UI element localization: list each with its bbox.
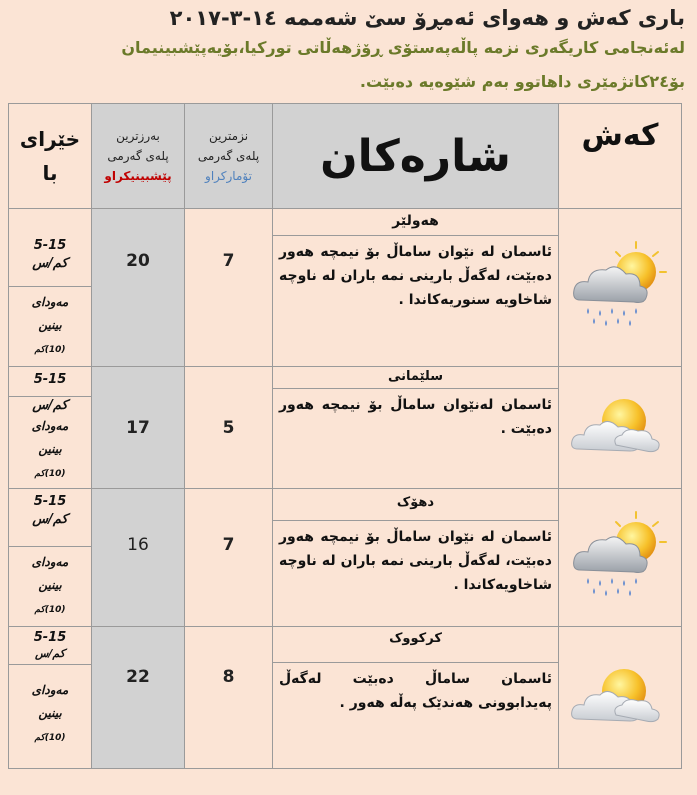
min-temp-cell [185, 367, 273, 489]
weather-icon-cell [559, 367, 682, 489]
cities-header [273, 104, 559, 209]
min-temp-value: 7 [222, 535, 235, 555]
min-temp-value: 5 [222, 417, 235, 438]
table-row [9, 489, 682, 627]
max-temp-value: 20 [126, 251, 150, 271]
wind-unit: کم/س [34, 647, 65, 660]
report-intro-line2: بۆ٢٤کاتژمێری داهاتوو بەم شێوەیە دەبێت. [359, 72, 685, 91]
visibility-label-2: بینین [38, 706, 62, 720]
max-temp-cell [92, 209, 185, 367]
min-header-line1: نزمترین [208, 129, 249, 143]
wind-unit: کم/س [32, 256, 68, 271]
cloud-sun-rain-icon [568, 510, 672, 602]
partly-cloudy-icon [568, 391, 672, 461]
wind-cell [9, 627, 92, 769]
table-row [9, 627, 682, 769]
visibility-label: مەودای [31, 295, 69, 309]
min-temp-header [185, 104, 273, 209]
wind-speed: 5-15 [33, 238, 67, 253]
report-intro-line1: لەئەنجامی کاریگەری نزمە پاڵەپەستۆی ڕۆژهەڵاتی تورکیا،بۆیەپێشبینیمان [121, 38, 685, 57]
table-row [9, 367, 682, 489]
city-cell [273, 627, 559, 769]
wind-cell [9, 489, 92, 627]
min-temp-cell [185, 627, 273, 769]
visibility-value: (10)کم [34, 605, 66, 615]
max-header-line2: پلەی گەرمی [107, 149, 169, 163]
min-header-line2: پلەی گەرمی [197, 149, 260, 163]
wind-speed: 5-15 [33, 630, 67, 645]
table-row [9, 209, 682, 367]
city-cell [273, 209, 559, 367]
city-cell [273, 367, 559, 489]
max-header-line3: پێشبینیکراو [104, 169, 172, 183]
wind-header-line2: با [42, 161, 58, 185]
wind-header-line1: خێرای [19, 127, 81, 151]
weather-header [559, 104, 682, 209]
cloud-sun-rain-icon [568, 240, 672, 332]
city-name: هەولێر [273, 211, 558, 236]
header-row [9, 104, 682, 209]
forecast-table [8, 103, 682, 769]
partly-cloudy-icon [568, 661, 672, 731]
forecast-description: ئاسمان لە نێوان ساماڵ بۆ نیمچە هەور دەبێت، لەگەڵ بارینی نمە باران لە ناوچە شاخاویەکاندا . [279, 529, 552, 593]
weather-icon-cell [559, 209, 682, 367]
visibility-label-2: بینین [38, 442, 62, 456]
max-temp-header [92, 104, 185, 209]
city-cell [273, 489, 559, 627]
wind-speed: 5-15 [33, 372, 67, 387]
max-temp-value: 22 [126, 667, 150, 687]
min-temp-value: 7 [222, 251, 235, 271]
min-header-line3: تۆمارکراو [205, 169, 252, 183]
cities-header-label: شارەکان [320, 130, 511, 182]
visibility-label: مەودای [31, 683, 69, 697]
wind-header [9, 104, 92, 209]
max-temp-cell [92, 489, 185, 627]
visibility-value: (10)کم [34, 345, 66, 355]
wind-cell [9, 367, 92, 489]
wind-unit: کم/س [32, 398, 68, 413]
weather-header-label: کەش [581, 118, 659, 153]
weather-icon-cell [559, 627, 682, 769]
visibility-label: مەودای [31, 419, 69, 433]
city-name: دهۆک [273, 491, 558, 521]
forecast-description: ئاسمان لەنێوان ساماڵ بۆ نیمچە هەور دەبێت . [279, 397, 552, 437]
report-title: باری کەش و هەوای ئەمڕۆ سێ شەممە ١٤-٣-٢٠١٧ [169, 6, 685, 30]
forecast-description: ئاسمان ساماڵ دەبێت لەگەڵ پەیدابوونی هەندێک پەڵە هەور . [279, 671, 552, 711]
max-temp-value: 17 [126, 417, 150, 438]
city-name: کرکووک [273, 629, 558, 663]
max-header-line1: بەرزترین [116, 129, 160, 143]
city-name: سلێمانی [273, 369, 558, 389]
visibility-label-2: بینین [38, 578, 62, 592]
min-temp-cell [185, 489, 273, 627]
visibility-value: (10)کم [34, 469, 66, 479]
weather-icon-cell [559, 489, 682, 627]
max-temp-cell [92, 367, 185, 489]
max-temp-value: 16 [127, 535, 149, 555]
visibility-value: (10)کم [34, 733, 66, 743]
wind-cell [9, 209, 92, 367]
max-temp-cell [92, 627, 185, 769]
min-temp-cell [185, 209, 273, 367]
wind-unit: کم/س [32, 512, 68, 527]
min-temp-value: 8 [222, 667, 235, 687]
wind-speed: 5-15 [33, 494, 67, 509]
visibility-label-2: بینین [38, 318, 62, 332]
forecast-description: ئاسمان لە نێوان ساماڵ بۆ نیمچە هەور دەبێت، لەگەڵ بارینی نمە باران لە ناوچە شاخاویە سنوریەکاندا . [279, 244, 552, 308]
visibility-label: مەودای [31, 555, 69, 569]
